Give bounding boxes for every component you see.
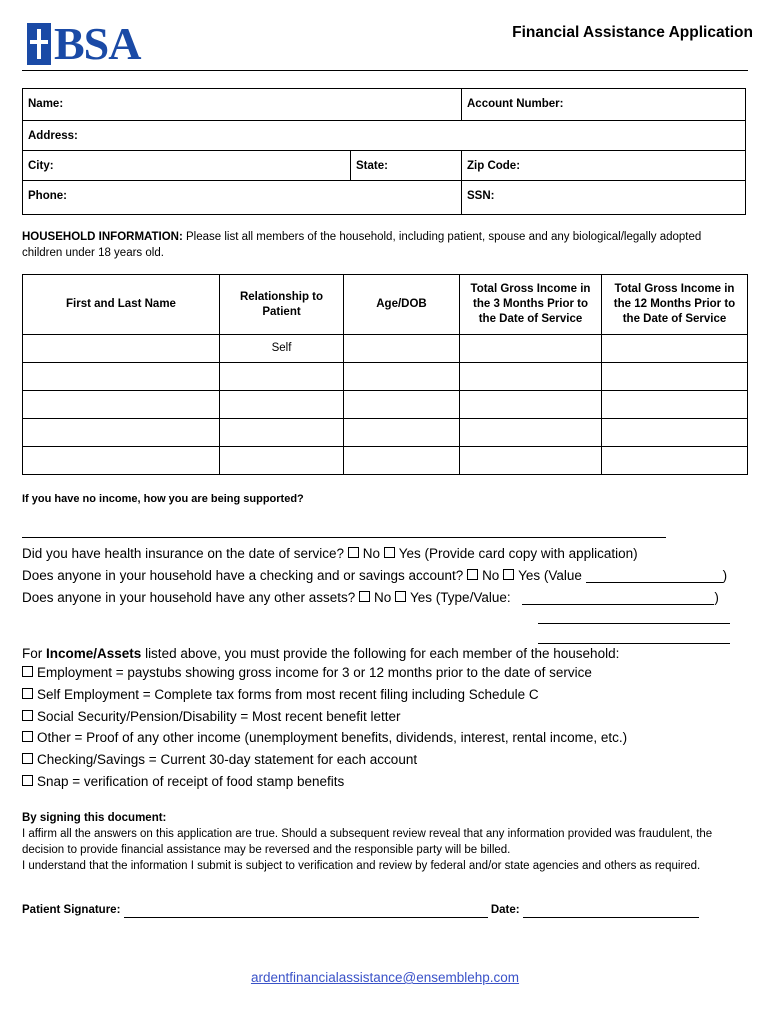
social-security-label: Social Security/Pension/Disability = Most recent benefit letter — [37, 709, 401, 724]
relationship-self-cell: Self — [220, 335, 344, 363]
table-cell[interactable] — [602, 335, 748, 363]
city-label: City: — [28, 160, 54, 172]
date-line[interactable] — [523, 905, 699, 918]
table-cell[interactable] — [23, 419, 220, 447]
ssn-field[interactable] — [461, 181, 745, 214]
name-field[interactable] — [23, 89, 461, 120]
list-item — [22, 752, 417, 767]
snap-checkbox[interactable] — [22, 775, 33, 786]
household-table — [22, 274, 748, 475]
checking-no-label: No — [482, 568, 500, 583]
checking-yes-checkbox[interactable] — [503, 569, 514, 580]
signature-label: Patient Signature: — [22, 904, 121, 916]
table-cell[interactable] — [344, 391, 460, 419]
household-heading: HOUSEHOLD INFORMATION: — [22, 231, 183, 243]
table-row — [23, 447, 748, 475]
other-income-label: Other = Proof of any other income (unemployment benefits, dividends, interest, rental income, etc.) — [37, 730, 628, 745]
insurance-no-checkbox[interactable] — [348, 547, 359, 558]
logo-text: BSA — [54, 18, 141, 69]
phone-label: Phone: — [28, 190, 67, 202]
table-cell[interactable] — [460, 419, 602, 447]
support-answer-line[interactable] — [22, 537, 666, 538]
social-security-checkbox[interactable] — [22, 710, 33, 721]
self-employment-checkbox[interactable] — [22, 688, 33, 699]
list-item — [22, 665, 592, 680]
checking-value-line[interactable] — [586, 568, 723, 583]
account-number-label: Account Number: — [467, 98, 564, 110]
table-cell[interactable] — [460, 363, 602, 391]
assets-no-checkbox[interactable] — [359, 591, 370, 602]
income-intro — [22, 646, 619, 661]
household-table-header — [23, 275, 748, 335]
assets-close-paren: ) — [714, 590, 719, 605]
table-cell[interactable] — [602, 419, 748, 447]
bsa-logo — [27, 20, 140, 68]
list-item — [22, 709, 401, 724]
assets-question-text: Does anyone in your household have any other assets? — [22, 590, 356, 605]
snap-label: Snap = verification of receipt of food stamp benefits — [37, 774, 345, 789]
table-cell[interactable] — [602, 363, 748, 391]
state-label: State: — [356, 160, 388, 172]
signing-section — [22, 810, 742, 874]
table-cell[interactable] — [220, 391, 344, 419]
assets-yes-checkbox[interactable] — [395, 591, 406, 602]
table-cell[interactable] — [460, 335, 602, 363]
table-cell[interactable] — [602, 391, 748, 419]
signature-line[interactable] — [124, 905, 488, 918]
table-cell[interactable] — [220, 363, 344, 391]
income-intro-pre: For — [22, 646, 47, 661]
list-item — [22, 687, 539, 702]
table-cell[interactable] — [23, 447, 220, 475]
col-header-name: First and Last Name — [23, 275, 220, 335]
table-cell[interactable] — [23, 363, 220, 391]
assets-no-label: No — [374, 590, 392, 605]
name-label: Name: — [28, 98, 64, 110]
other-income-checkbox[interactable] — [22, 731, 33, 742]
insurance-yes-label: Yes (Provide card copy with application) — [398, 546, 638, 561]
contact-email-link[interactable]: ardentfinancialassistance@ensemblehp.com — [250, 970, 520, 985]
signing-verification: I understand that the information I submit is subject to verification and review by federal and/or state agencies and others as required. — [22, 860, 701, 872]
cross-icon — [27, 23, 51, 65]
signing-affirmation: I affirm all the answers on this application are true. Should a subsequent review reveal that any information provided was fraudulent, the decision to provide financial assistance may be reversed and the responsible party will be billed. — [22, 828, 713, 856]
address-field[interactable] — [23, 121, 745, 150]
table-cell[interactable] — [220, 419, 344, 447]
signature-row — [22, 902, 742, 918]
household-instructions-text: Please list all members of the household, including patient, spouse and any biological/legally adopted children under 18 years old. — [22, 231, 702, 259]
zip-code-field[interactable] — [461, 151, 745, 180]
assets-value-line[interactable] — [522, 590, 714, 605]
insurance-question — [22, 546, 638, 561]
insurance-question-text: Did you have health insurance on the date of service? — [22, 546, 344, 561]
ssn-label: SSN: — [467, 190, 495, 202]
checking-no-checkbox[interactable] — [467, 569, 478, 580]
income-intro-post: listed above, you must provide the following for each member of the household: — [141, 646, 620, 661]
col-header-age-dob: Age/DOB — [344, 275, 460, 335]
signing-heading: By signing this document: — [22, 812, 167, 824]
checking-savings-label: Checking/Savings = Current 30-day statement for each account — [37, 752, 418, 767]
account-number-field[interactable] — [461, 89, 745, 120]
insurance-no-label: No — [362, 546, 380, 561]
city-field[interactable] — [23, 151, 350, 180]
employment-label: Employment = paystubs showing gross income for 3 or 12 months prior to the date of service — [37, 665, 592, 680]
list-item — [22, 774, 344, 789]
assets-value-line-3[interactable] — [538, 643, 730, 644]
table-row — [23, 419, 748, 447]
self-employment-label: Self Employment = Complete tax forms from most recent filing including Schedule C — [37, 687, 539, 702]
no-income-question: If you have no income, how you are being supported? — [22, 493, 304, 505]
insurance-yes-checkbox[interactable] — [384, 547, 395, 558]
address-label: Address: — [28, 130, 78, 142]
phone-field[interactable] — [23, 181, 461, 214]
assets-yes-label: Yes (Type/Value: — [410, 590, 511, 605]
col-header-income-3-months: Total Gross Income in the 3 Months Prior to the Date of Service — [460, 275, 602, 335]
assets-question — [22, 590, 719, 605]
income-intro-bold: Income/Assets — [46, 646, 142, 661]
table-cell[interactable] — [344, 335, 460, 363]
col-header-relationship: Relationship to Patient — [220, 275, 344, 335]
table-cell[interactable] — [344, 419, 460, 447]
employment-checkbox[interactable] — [22, 666, 33, 677]
applicant-info-box — [22, 88, 746, 215]
page-title: Financial Assistance Application — [512, 24, 753, 41]
table-cell[interactable] — [460, 391, 602, 419]
checking-savings-checkbox[interactable] — [22, 753, 33, 764]
checking-close-paren: ) — [722, 568, 728, 583]
checking-question — [22, 568, 727, 583]
checking-question-text: Does anyone in your household have a checking and or savings account? — [22, 568, 464, 583]
header-divider — [22, 70, 748, 71]
assets-value-line-2[interactable] — [538, 623, 730, 624]
date-label: Date: — [490, 904, 520, 916]
table-cell[interactable] — [220, 447, 344, 475]
table-row — [23, 391, 748, 419]
zip-code-label: Zip Code: — [467, 160, 521, 172]
table-cell[interactable] — [23, 335, 220, 363]
table-row — [23, 335, 748, 363]
col-header-income-12-months: Total Gross Income in the 12 Months Prior to the Date of Service — [602, 275, 748, 335]
checking-yes-label: Yes (Value — [518, 568, 582, 583]
table-cell[interactable] — [344, 447, 460, 475]
table-cell[interactable] — [23, 391, 220, 419]
table-cell[interactable] — [602, 447, 748, 475]
table-row — [23, 363, 748, 391]
state-field[interactable] — [350, 151, 461, 180]
table-cell[interactable] — [460, 447, 602, 475]
table-cell[interactable] — [344, 363, 460, 391]
list-item — [22, 730, 627, 745]
household-instructions — [22, 229, 742, 261]
